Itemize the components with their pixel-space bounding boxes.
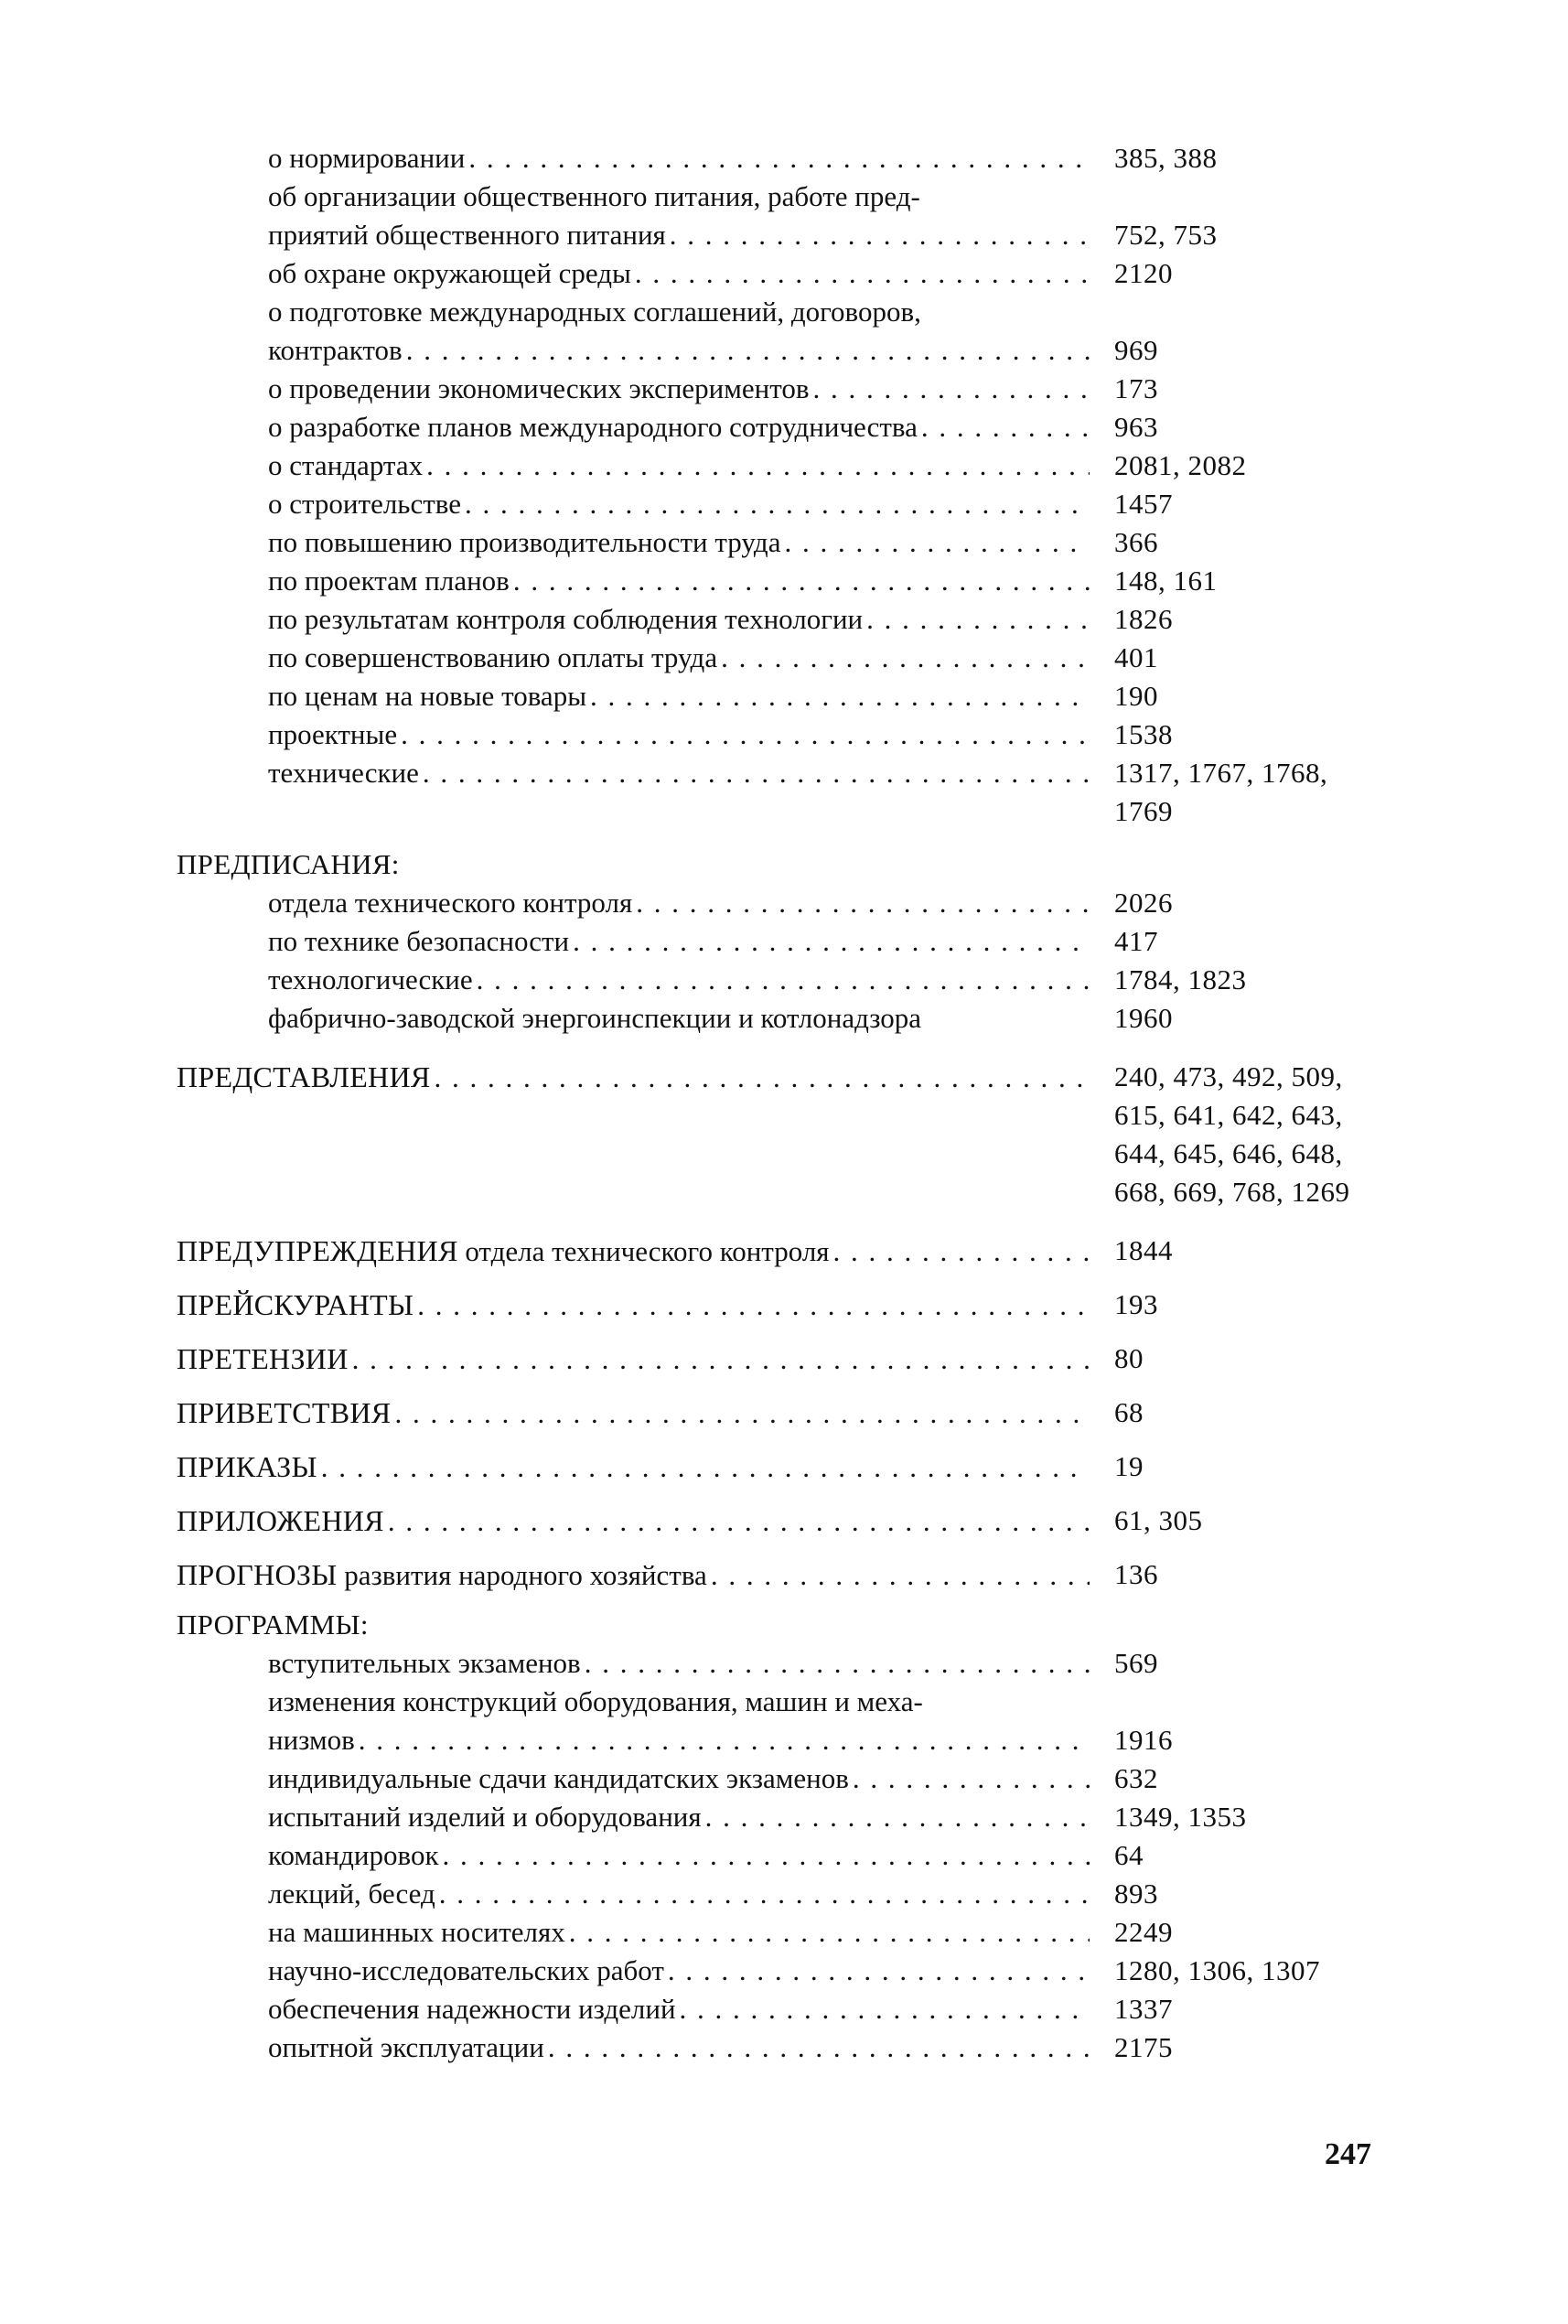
entry-label: по совершенствованию оплаты труда: [268, 641, 718, 673]
entry-pages: 61, 305: [1114, 1504, 1203, 1536]
heading-suffix: отдела технического контроля: [457, 1235, 830, 1267]
entry-pages: 1916: [1114, 1724, 1173, 1756]
index-entry: [268, 1990, 1090, 2028]
entry-pages: 136: [1114, 1558, 1158, 1590]
index-entry: [268, 639, 1090, 677]
heading-suffix: развития народного хозяйства: [337, 1559, 707, 1591]
dot-leader: [321, 1448, 1090, 1487]
entry-pages: 2081, 2082: [1114, 449, 1247, 481]
index-entry: [268, 1759, 1090, 1798]
entry-label: по ценам на новые товары: [268, 680, 587, 712]
entry-pages: 2120: [1114, 257, 1173, 289]
entry-label: контрактов: [268, 334, 403, 366]
entry-pages: 64: [1114, 1839, 1144, 1871]
entry-pages: 80: [1114, 1342, 1144, 1374]
entry-label: технологические: [268, 963, 473, 995]
index-entry: [268, 331, 1090, 370]
index-entry: [268, 408, 1090, 447]
entry-pages: 385, 388: [1114, 142, 1218, 174]
dot-leader: [359, 1721, 1090, 1759]
dot-leader: [388, 1502, 1090, 1541]
index-entry: [268, 1798, 1090, 1836]
entry-pages: 1280, 1306, 1307: [1114, 1954, 1320, 1986]
dot-leader: [423, 754, 1090, 792]
entry-pages-continued: 1769: [1114, 795, 1173, 827]
dot-leader: [569, 1913, 1090, 1952]
dot-leader: [921, 408, 1090, 447]
entry-label: по технике безопасности: [268, 925, 570, 957]
entry-label: [177, 1232, 833, 1271]
dot-leader: [636, 884, 1090, 922]
dot-leader: [465, 485, 1090, 523]
index-entry: [268, 447, 1090, 485]
section-heading: ПРОГНОЗЫ: [177, 1558, 338, 1591]
entry-label: на машинных носителях: [268, 1916, 565, 1948]
entry-pages: 569: [1114, 1647, 1158, 1679]
dot-leader: [585, 1644, 1090, 1683]
entry-label: командировок: [268, 1839, 439, 1871]
entry-label: о разработке планов международного сотрудничества: [268, 411, 918, 443]
dot-leader: [435, 1059, 1090, 1097]
index-entry: [177, 1286, 1090, 1324]
index-entry: [268, 370, 1090, 408]
entry-pages: 173: [1114, 372, 1158, 404]
section-heading: ПРИВЕТСТВИЯ: [177, 1396, 392, 1429]
entry-label: о нормировании: [268, 142, 466, 174]
index-entry: [177, 1340, 1090, 1378]
entry-label: [177, 1393, 394, 1433]
entry-pages: 644, 645, 646, 648,: [1114, 1137, 1343, 1169]
entry-pages: 366: [1114, 526, 1158, 558]
dot-leader: [352, 1340, 1090, 1379]
index-entry: [268, 1913, 1090, 1952]
dot-leader: [866, 600, 1090, 639]
index-entry: [268, 715, 1090, 754]
entry-pages: 193: [1114, 1288, 1158, 1320]
index-entry: [268, 523, 1090, 562]
index-entry: [177, 1393, 1090, 1432]
entry-label-line1: изменения конструкций оборудования, машин и меха-: [268, 1685, 923, 1717]
dot-leader: [711, 1556, 1090, 1595]
entry-label: по повышению производительности труда: [268, 526, 781, 558]
entry-pages: 240, 473, 492, 509,: [1114, 1060, 1343, 1092]
entry-pages: 632: [1114, 1762, 1158, 1794]
entry-pages: 963: [1114, 411, 1158, 443]
entry-label-line1: об организации общественного питания, работе пред-: [268, 180, 920, 212]
index-entry: [268, 754, 1090, 792]
entry-label: проектные: [268, 718, 398, 750]
entry-label: научно-исследовательских работ: [268, 1954, 664, 1986]
entry-label: о строительстве: [268, 488, 461, 520]
dot-leader: [401, 715, 1090, 754]
index-entry: [177, 1447, 1090, 1486]
page-number: 247: [1325, 2137, 1371, 2171]
section-heading: ПРИКАЗЫ: [177, 1450, 317, 1483]
entry-pages: 68: [1114, 1396, 1144, 1428]
entry-label: по проектам планов: [268, 565, 510, 597]
section-heading: ПРЕДПИСАНИЯ:: [177, 848, 400, 880]
entry-label: технические: [268, 757, 419, 789]
index-entry: [177, 1058, 1090, 1096]
entry-label: [177, 1340, 352, 1379]
entry-label: [177, 1447, 321, 1487]
dot-leader: [590, 677, 1090, 715]
entry-pages: 668, 669, 768, 1269: [1114, 1176, 1350, 1208]
section-heading: ПРЕЙСКУРАНТЫ: [177, 1288, 414, 1321]
entry-label: о стандартах: [268, 449, 424, 481]
dot-leader: [477, 961, 1090, 999]
index-entry: [268, 1836, 1090, 1875]
entry-label: опытной эксплуатации: [268, 2031, 544, 2063]
dot-leader: [853, 1759, 1090, 1798]
index-entry: [268, 600, 1090, 639]
entry-pages: 1349, 1353: [1114, 1801, 1247, 1833]
section-heading: ПРИЛОЖЕНИЯ: [177, 1504, 384, 1537]
entry-pages: 752, 753: [1114, 219, 1218, 251]
dot-leader: [635, 254, 1090, 293]
entry-label: вступительных экзаменов: [268, 1647, 581, 1679]
index-entry: [177, 1501, 1090, 1540]
dot-leader: [813, 370, 1090, 408]
entry-pages: 1844: [1114, 1234, 1173, 1266]
entry-pages: 1784, 1823: [1114, 963, 1247, 995]
dot-leader: [670, 216, 1090, 254]
dot-leader: [394, 1394, 1090, 1433]
entry-pages: 1457: [1114, 488, 1173, 520]
entry-label: о проведении экономических экспериментов: [268, 372, 810, 404]
entry-label: приятий общественного питания: [268, 219, 666, 251]
index-entry: [268, 1721, 1090, 1759]
entry-pages: 1538: [1114, 718, 1173, 750]
entry-pages: 401: [1114, 641, 1158, 673]
section-heading: ПРЕДУПРЕЖДЕНИЯ: [177, 1234, 458, 1267]
index-entry: [177, 1232, 1090, 1270]
entry-pages: 148, 161: [1114, 565, 1218, 597]
entry-pages: 893: [1114, 1877, 1158, 1910]
entry-pages: 1317, 1767, 1768,: [1114, 757, 1328, 789]
entry-pages: 190: [1114, 680, 1158, 712]
dot-leader: [784, 523, 1090, 562]
index-entry: [268, 961, 1090, 999]
index-entry: [268, 139, 1090, 178]
dot-leader: [443, 1836, 1090, 1875]
entry-label: об охране окружающей среды: [268, 257, 631, 289]
dot-leader: [406, 331, 1090, 370]
dot-leader: [468, 139, 1090, 178]
entry-pages: 615, 641, 642, 643,: [1114, 1099, 1343, 1131]
index-entry: [268, 2028, 1090, 2067]
index-entry: [268, 677, 1090, 715]
entry-label: лекций, бесед: [268, 1877, 435, 1910]
entry-pages: 2026: [1114, 887, 1173, 919]
index-entry: [268, 884, 1090, 922]
entry-label: по результатам контроля соблюдения технологии: [268, 603, 864, 635]
index-entry: [268, 922, 1090, 961]
dot-leader: [439, 1875, 1090, 1913]
entry-label: [177, 1501, 388, 1541]
dot-leader: [417, 1286, 1090, 1325]
dot-leader: [680, 1990, 1090, 2028]
index-entry: [268, 562, 1090, 600]
entry-pages: 1337: [1114, 1993, 1173, 2025]
entry-label: индивидуальные сдачи кандидатских экзаменов: [268, 1762, 849, 1794]
index-entry: [268, 1952, 1090, 1990]
dot-leader: [426, 447, 1090, 485]
index-entry: [177, 1555, 1090, 1594]
section-heading: ПРОГРАММЫ:: [177, 1609, 369, 1641]
entry-label: испытаний изделий и оборудования: [268, 1801, 702, 1833]
index-entry: [268, 1875, 1090, 1913]
index-entry: [268, 1644, 1090, 1683]
entry-pages: 2249: [1114, 1916, 1173, 1948]
entry-pages: 969: [1114, 334, 1158, 366]
entry-pages: 1960: [1114, 1002, 1173, 1034]
entry-label: обеспечения надежности изделий: [268, 1993, 676, 2025]
index-entry: [268, 216, 1090, 254]
entry-pages: 19: [1114, 1450, 1144, 1482]
entry-label-line1: о подготовке международных соглашений, договоров,: [268, 296, 921, 328]
dot-leader: [668, 1952, 1090, 1990]
dot-leader: [573, 922, 1090, 961]
dot-leader: [513, 562, 1090, 600]
entry-pages: 2175: [1114, 2031, 1173, 2063]
entry-label: фабрично-заводской энергоинспекции и котлонадзора: [268, 1002, 922, 1034]
entry-label: отдела технического контроля: [268, 887, 633, 919]
section-heading: ПРЕДСТАВЛЕНИЯ: [177, 1060, 431, 1093]
entry-label: [177, 1555, 711, 1595]
dot-leader: [721, 639, 1090, 677]
index-entry: [268, 485, 1090, 523]
entry-pages: 1826: [1114, 603, 1173, 635]
entry-label: низмов: [268, 1724, 355, 1756]
index-entry: [268, 254, 1090, 293]
section-heading: ПРЕТЕНЗИИ: [177, 1342, 349, 1375]
entry-label: [177, 1286, 417, 1325]
dot-leader: [548, 2028, 1090, 2067]
dot-leader: [705, 1798, 1090, 1836]
dot-leader: [833, 1232, 1090, 1271]
entry-pages: 417: [1114, 925, 1158, 957]
